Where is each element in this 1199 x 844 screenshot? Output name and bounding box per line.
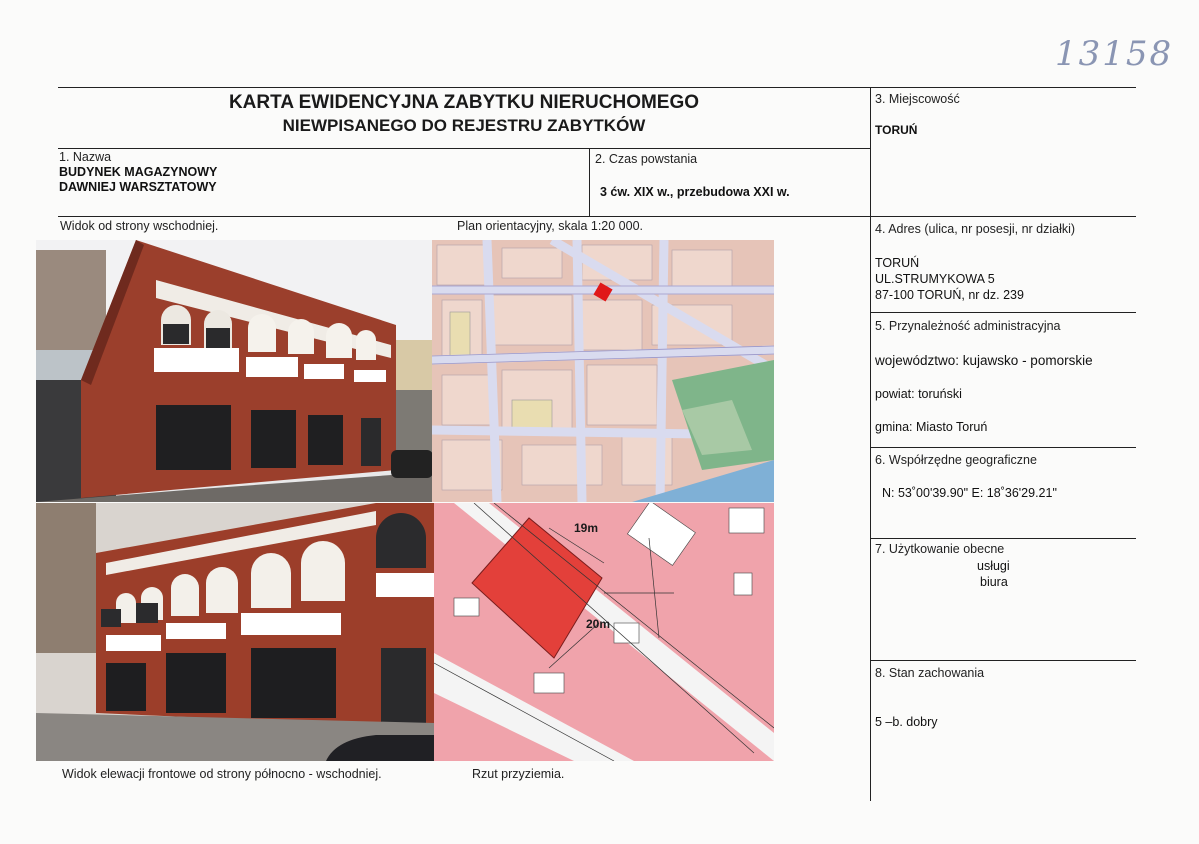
- line-after-usage: [870, 660, 1136, 661]
- right-column-divider: [870, 87, 871, 801]
- caption-view-east: Widok od strony wschodniej.: [60, 219, 219, 233]
- photo-front-elevation: [36, 503, 434, 761]
- field-address-line-3: 87-100 TORUŃ, nr dz. 239: [875, 288, 1024, 302]
- photo-east-view: [36, 240, 433, 502]
- field-admin-county: powiat: toruński: [875, 387, 962, 401]
- field-address-line-1: TORUŃ: [875, 256, 920, 270]
- header-bottom-line: [58, 216, 1136, 217]
- field-name-label: 1. Nazwa: [59, 150, 112, 164]
- field-usage-label: 7. Użytkowanie obecne: [875, 542, 1005, 556]
- field-condition-label: 8. Stan zachowania: [875, 666, 985, 680]
- caption-view-front: Widok elewacji frontowe od strony północno - wschodniej.: [62, 767, 382, 781]
- line-after-admin: [870, 447, 1136, 448]
- field-condition-value: 5 –b. dobry: [875, 715, 938, 729]
- caption-plan: Plan orientacyjny, skala 1:20 000.: [457, 219, 643, 233]
- field-admin-commune: gmina: Miasto Toruń: [875, 420, 988, 434]
- field-address-label: 4. Adres (ulica, nr posesji, nr działki): [875, 222, 1076, 236]
- field-address-line-2: UL.STRUMYKOWA 5: [875, 272, 995, 286]
- field-usage-line-2: biura: [980, 575, 1008, 589]
- frame-top-line: [58, 87, 1136, 88]
- field-usage-line-1: usługi: [977, 559, 1010, 573]
- field-coords-label: 6. Współrzędne geograficzne: [875, 453, 1037, 467]
- field-date-value: 3 ćw. XIX w., przebudowa XXI w.: [600, 185, 790, 199]
- field-admin-voivodeship: województwo: kujawsko - pomorskie: [875, 353, 1093, 368]
- field-admin-label: 5. Przynależność administracyjna: [875, 319, 1061, 333]
- field-name-line-1: BUDYNEK MAGAZYNOWY: [59, 165, 218, 179]
- handwritten-number: 13158: [1055, 34, 1174, 74]
- caption-ground-plan: Rzut przyziemia.: [472, 767, 565, 781]
- title-line-2: NIEWPISANEGO DO REJESTRU ZABYTKÓW: [282, 116, 646, 135]
- field-locality-value: TORUŃ: [875, 123, 918, 137]
- orientation-map: [432, 240, 774, 502]
- ground-plan-dim-side: 20m: [586, 617, 611, 631]
- field-date-label: 2. Czas powstania: [595, 152, 698, 166]
- line-after-address: [870, 312, 1136, 313]
- field-locality-label: 3. Miejscowość: [875, 92, 960, 106]
- line-after-coords: [870, 538, 1136, 539]
- field-coords-value: N: 53˚00'39.90" E: 18˚36'29.21": [882, 486, 1057, 500]
- ground-plan-dim-top: 19m: [574, 521, 599, 535]
- name-date-divider: [589, 148, 590, 216]
- title-bottom-line: [58, 148, 871, 149]
- title-line-1: KARTA EWIDENCYJNA ZABYTKU NIERUCHOMEGO: [228, 92, 700, 113]
- field-name-line-2: DAWNIEJ WARSZTATOWY: [59, 180, 217, 194]
- ground-plan: [434, 503, 774, 761]
